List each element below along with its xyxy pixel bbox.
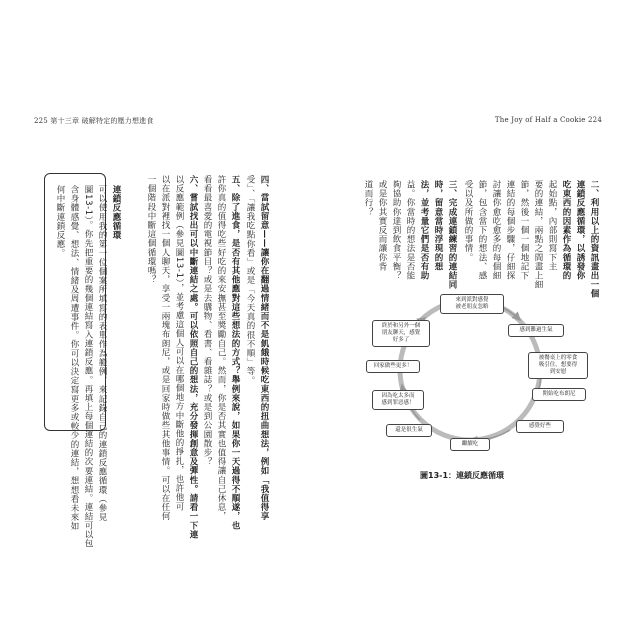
diagram-node-feel-better: 感覺好些 xyxy=(516,420,564,433)
left-text-column: 六、嘗試找出可以中斷連結之處。可以依照自己的想法，充分發揮創意及彈性。請看一下連 xyxy=(188,175,198,539)
left-text-column: 許你真的值得吃些好吃的來安撫甚至獎勵自己。然而，你是否其實也值得讓自己休息， xyxy=(216,175,226,521)
right-page-header: The Joy of Half a Cookie 224 xyxy=(494,116,602,124)
box-title: 連鎖反應循環 xyxy=(111,185,121,240)
diagram-node-go-home: 回家做些更多！ xyxy=(366,360,420,373)
right-text-column: 受以及所做的事情。 xyxy=(463,180,473,262)
right-text-column: 夠協助你達到飲食平衡？ xyxy=(391,180,401,281)
right-text-column: 吃東西的因素作為循環的 xyxy=(561,180,571,281)
diagram-node-guilt: 因為吃太多而 感到罪惡感！ xyxy=(372,390,424,410)
left-text-column: 一個階段中斷這個循環嗎？ xyxy=(146,175,156,285)
diagram-node-brownie: 開始吃布朗尼 xyxy=(532,388,586,401)
right-text-column: 益。你當時的想法是否能 xyxy=(405,180,415,281)
right-text-column: 討讓你愈吃愈多的每個細 xyxy=(491,180,501,281)
diagram-caption: 圖13-1：連鎖反應循環 xyxy=(420,471,505,480)
box-text-column: 可以使用我的第一位個案所填寫的表單作為範例，來記錄自己的連鎖反應循環（參見 xyxy=(97,185,107,522)
box-text-column: 含身體感覺、想法、情緒及周遭事件。你可以決定寫更多或較少的連結，想想看未來如 xyxy=(69,185,79,531)
right-text-column: 二、利用以上的資訊畫出一個 xyxy=(589,180,599,299)
right-text-column: 要的連結，兩點之間畫上細 xyxy=(533,180,543,290)
diagram-node-party: 來到派對感覺 被老朋友忽略 xyxy=(440,294,504,314)
left-text-column: 受」、「讓我吃點你看」或是「今天真的很不順」等。 xyxy=(245,175,255,385)
right-text-column: 節，包含當下的想法、感 xyxy=(477,180,487,281)
left-text-column: 五、除了進食，是否有其他應對這些想法的方式？舉例來說，如果你一天過得不順遂，也 xyxy=(230,175,240,530)
right-text-column: 道而行？ xyxy=(363,180,373,217)
right-text-column: 或是你其實反而讓你背 xyxy=(377,180,387,271)
diagram-node-snacks: 被餐桌上的零食 吸引住，想要得 到安慰 xyxy=(528,352,588,379)
left-text-column: 四、當試留意——讓你在翻過情緒而不是飢餓時候吃東西的扭曲想法，例如「我值得享 xyxy=(259,175,269,521)
diagram-node-still-angry: 還是很生氣 xyxy=(386,424,432,437)
right-text-column: 三、完成連鎖練習的連結同 xyxy=(447,180,457,290)
left-text-column: 以反應範例（參見圖13-1），並考慮這個人可以在哪個地方中斷他的掙扎，也許他可 xyxy=(174,175,184,511)
diagram-node-chat-friend: 終於和另外一個 朋友聊天，感覺 好多了 xyxy=(372,320,430,347)
box-text-column: 何中斷連鎖反應。 xyxy=(55,185,65,258)
right-text-column: 起始點，內部則寫下主 xyxy=(547,180,557,271)
left-text-column: 以在派對裡找一個人聊天，享受一兩塊布朗尼，或是回家時做些其他事情。可以在任何 xyxy=(160,175,170,521)
right-text-column: 節，然後一個一個地記下 xyxy=(519,180,529,281)
left-text-column: 看看最喜愛的電視節目？或是去購物、看書、看雜誌？或是到公園散步？ xyxy=(202,175,212,467)
right-text-column: 連鎖反應循環，以誘發你 xyxy=(575,180,585,281)
left-page-header: 225 第十三章 破解特定的壓力想進食 xyxy=(34,117,154,125)
right-text-column: 法，並考量它們是否有助 xyxy=(419,180,429,281)
right-text-column: 時，留意當時浮現的想 xyxy=(433,180,443,271)
box-text-column: 圖13-1）。你先把重要的幾個連結寫入連鎖反應。再填上每個連結的次要連結。連結可以包 xyxy=(83,185,93,549)
right-text-column: 連結的每個步驟，仔細探 xyxy=(505,180,515,281)
diagram-node-keep-eating: 繼續吃 xyxy=(450,438,490,451)
diagram-node-sad-angry: 感到難過生氣 xyxy=(508,324,564,337)
